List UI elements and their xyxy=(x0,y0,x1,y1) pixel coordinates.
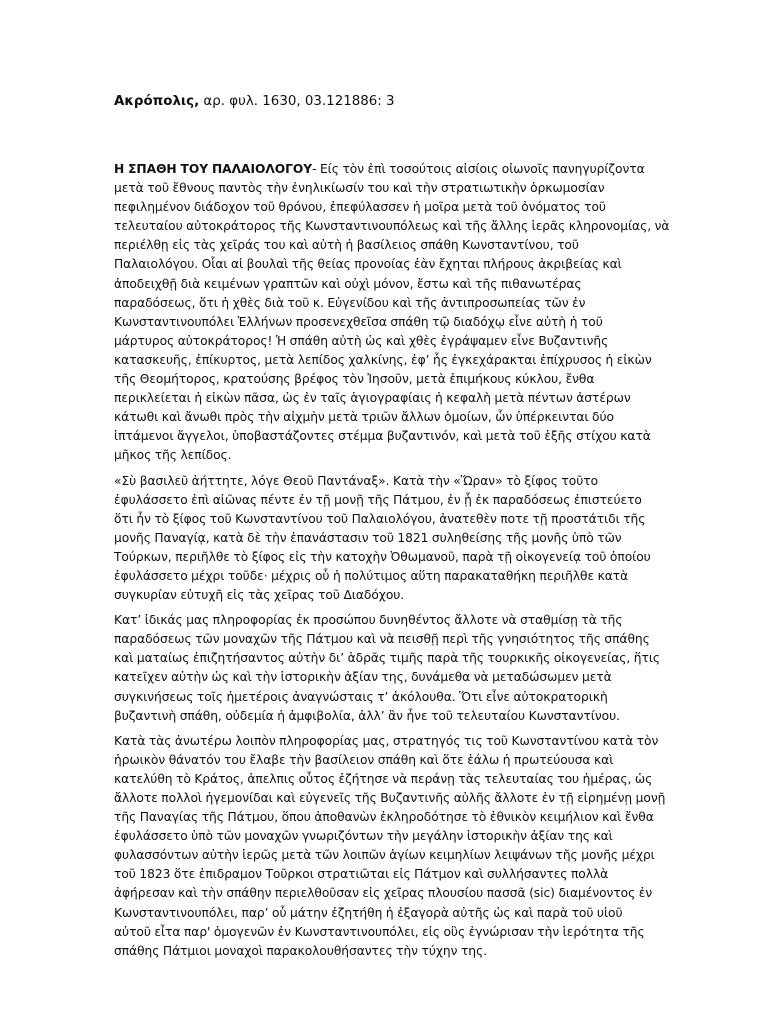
line-text: τελευταίου αὐτοκράτορος τῆς Κωνσταντινουπόλεως καὶ τῆς ἄλλης ἱερᾶς κληρονομίας, νὰ xyxy=(114,219,670,234)
text-line xyxy=(114,446,644,465)
line-text: μονῆς Παναγίᾳ, κατὰ δὲ τὴν ἐπανάστασιν τοῦ 1821 συληθείσης τῆς μονῆς ὑπὸ τῶν xyxy=(114,530,622,545)
line-text: ὅτι ἦν τὸ ξίφος τοῦ Κωνσταντίνου τοῦ Παλαιολόγου, ἀνατεθὲν ποτε τῇ προστάτιδι τῆς xyxy=(114,511,646,526)
text-line xyxy=(114,160,644,179)
text-line xyxy=(114,370,644,389)
line-text: σπάθης Πάτμιοι μοναχοὶ παρακολουθήσαντες τὴν τύχην της. xyxy=(114,943,487,958)
text-line xyxy=(114,586,644,605)
line-text: πεφιλημένον διάδοχον τοῦ θρόνου, ἐπεφύλασσεν ἡ μοῖρα μετὰ τοῦ ὀνόματος τοῦ xyxy=(114,200,606,215)
line-text: τῆς Θεομήτορος, κρατούσης βρέφος τὸν Ἰησοῦν, μετὰ ἐπιμήκους κύκλου, ἔνθα xyxy=(114,372,595,387)
article-body xyxy=(114,160,670,961)
text-line xyxy=(114,630,650,649)
citation-header xyxy=(114,92,644,112)
text-line xyxy=(114,332,644,351)
line-text: κατασκευῆς, ἐπίκυρτος, μετὰ λεπίδος χαλκίνης, ἐφ’ ἧς ἐγκεχάρακται ἐπίχρυσος ἡ εἰκὼν xyxy=(114,352,652,367)
text-line xyxy=(114,217,670,236)
line-text: - Είς τὸν ἐπὶ τοσούτοις αἰσίοις οἰωνοῖς πανηγυρίζοντα xyxy=(312,162,645,176)
line-text: συγκυρίαν εὐτυχῆ εἰς τὰς χεῖρας τοῦ Διαδόχου. xyxy=(114,588,405,603)
line-text: τῆς Παναγίας τῆς Πάτμου, ὅπου ἀποθανὼν ἐκληροδότησε τὸ ἐθνικὸν κειμήλιον καὶ ἔνθα xyxy=(114,810,654,825)
text-line xyxy=(114,649,661,668)
line-text: περιέλθῃ εἰς τὰς χεῖράς του καὶ αὐτὴ ἡ βασίλειος σπάθη Κωνσταντίνου, τοῦ xyxy=(114,238,579,253)
line-text: παραδόσεως, ὅτι ἡ χθὲς διὰ τοῦ κ. Εὐγενίδου καὶ τῆς ἀντιπροσωπείας τῶν ἐν xyxy=(114,295,586,310)
newspaper-title: Ακρόπολις, xyxy=(114,94,200,109)
article-paragraph xyxy=(114,160,670,466)
text-line xyxy=(114,351,652,370)
text-line xyxy=(114,275,644,294)
text-line xyxy=(114,751,644,770)
text-line xyxy=(114,668,644,687)
line-text: τοῦ 1823 ὅτε ἐπιδραμον Τοῦρκοι στρατιῶται εἰς Πάτμον καὶ συλλήσαντες πολλὰ xyxy=(114,867,609,882)
text-line xyxy=(114,491,644,510)
text-line xyxy=(114,770,653,789)
text-line xyxy=(114,827,644,846)
line-text: Κωνσταντινουπόλει, παρ’ οὗ μάτην ἐζητήθη ἡ ἐξαγορὰ αὐτῆς ὡς καὶ παρὰ τοῦ υἱοῦ xyxy=(114,905,623,920)
text-line xyxy=(114,313,644,332)
text-line xyxy=(114,529,644,548)
text-line xyxy=(114,389,644,408)
text-line xyxy=(114,884,653,903)
text-line xyxy=(114,294,644,313)
text-line xyxy=(114,808,654,827)
line-text: ἐφυλάσσετο ἐπὶ αἰῶνας πέντε ἐν τῇ μονῇ τῆς Πάτμου, ἐν ᾗ ἐκ παραδόσεως ἐπιστεύετο xyxy=(114,492,642,507)
text-line xyxy=(114,472,644,491)
line-text: Κατὰ τὰς ἀνωτέρω λοιπὸν πληροφορίας μας, στρατηγός τις τοῦ Κωνσταντίνου κατὰ τὸν xyxy=(114,733,659,748)
line-text: ἡρωικὸν θάνατόν του ἔλαβε τὴν βασίλειον σπάθη καὶ ὅτε ἑάλω ἡ πρωτεύουσα καὶ xyxy=(114,752,614,767)
article-paragraph xyxy=(114,611,661,726)
line-text: κατελύθη τὸ Κράτος, ἀπελπις οὗτος ἐζήτησε νὰ περάνῃ τὰς τελευταίας του ἡμέρας, ὡς xyxy=(114,771,653,786)
line-text: καὶ ματαίως ἐπιζητήσαντος αὐτὴν δι’ ἁδρᾶς τιμῆς παρὰ τῆς τουρκικῆς οἰκογενείας, ἥτις xyxy=(114,651,661,666)
text-line xyxy=(114,865,644,884)
document-page xyxy=(114,92,670,967)
text-line xyxy=(114,732,659,751)
line-text: ἀφήρεσαν καὶ τὴν σπάθην περιελθοῦσαν εἰς χεῖρας πλουσίου πασσᾶ (sic) διαμένοντος ἐν xyxy=(114,886,653,901)
line-text: κάτωθι καὶ ἄνωθι πρὸς τὴν αἰχμὴν μετὰ τριῶν ἄλλων ὁμοίων, ὧν ὑπέρκεινται δύο xyxy=(114,410,614,425)
text-line xyxy=(114,567,644,586)
line-text: Κατ’ ἰδικάς μας πληροφορίας ἐκ προσώπου δυνηθέντος ἄλλοτε νὰ σταθμίσῃ τὰ τῆς xyxy=(114,613,623,628)
text-line xyxy=(114,904,644,923)
line-text: κατεῖχεν αὐτὴν ὡς καὶ τὴν ἱστορικὴν ἀξίαν της, δυνάμεθα νὰ μεταδώσωμεν μετὰ xyxy=(114,670,612,685)
article-heading: Η ΣΠΑΘΗ ΤΟΥ ΠΑΛΑΙΟΛΟΓΟΥ xyxy=(114,162,313,176)
text-line xyxy=(114,198,644,217)
line-text: φυλασσόντων αὐτὴν ἱερῶς μετὰ τῶν λοιπῶν ἁγίων κειμηλίων λειψάνων τῆς μονῆς μέχρι xyxy=(114,848,655,863)
text-line xyxy=(114,707,644,726)
text-line xyxy=(114,611,644,630)
line-text: Τούρκων, περιῆλθε τὸ ξίφος εἰς τὴν κατοχὴν Ὀθωμανοῦ, παρὰ τῇ οἰκογενείᾳ τοῦ ὁποίου xyxy=(114,549,651,564)
line-text: μάρτυρος αὐτοκράτορος! Ἡ σπάθη αὐτὴ ὡς καὶ χθὲς ἐγράψαμεν εἶνε Βυζαντινῆς xyxy=(114,333,609,348)
text-line xyxy=(114,923,644,942)
text-line xyxy=(114,688,644,707)
article-paragraph xyxy=(114,732,666,961)
text-line xyxy=(114,427,651,446)
text-line xyxy=(114,236,644,255)
text-line xyxy=(114,179,644,198)
line-text: Παλαιολόγου. Οἷαι αἱ βουλαὶ τῆς θείας προνοίας ἐὰν ἔχηται πλήρους ἀκριβείας καὶ xyxy=(114,257,622,272)
text-line xyxy=(114,942,644,961)
article-paragraph xyxy=(114,472,651,606)
line-text: μετὰ τοῦ ἔθνους παντὸς τὴν ἐνηλικίωσίν του καὶ τὴν στρατιωτικὴν ὁρκωμοσίαν xyxy=(114,181,605,196)
line-text: περικλείεται ἡ εἰκὼν πᾶσα, ὡς ἐν ταῖς ἁγιογραφίαις ἡ κεφαλὴ μετὰ πέντων ἀστέρων xyxy=(114,391,631,406)
line-text: ἐφυλάσσετο ὑπὸ τῶν μοναχῶν γνωριζόντων τὴν μεγάλην ἱστορικὴν ἀξίαν της καὶ xyxy=(114,829,613,844)
line-text: συγκινήσεως τοῖς ἡμετέροις ἀναγνώσταις τ’ ἀκόλουθα. Ὅτι εἶνε αὐτοκρατορικὴ xyxy=(114,689,608,704)
line-text: μῆκος τῆς λεπίδος. xyxy=(114,448,232,463)
line-text: Κωνσταντινουπόλει Ἑλλήνων προσενεχθεῖσα σπάθη τῷ διαδόχῳ εἶνε αὐτὴ ἡ τοῦ xyxy=(114,314,603,329)
line-text: αὐτοῦ εἶτα παρ' ὁμογενῶν ἐν Κωνσταντινουπόλει, εἰς οὓς ἐγνώρισαν τὴν ἱερότητα τῆς xyxy=(114,924,645,939)
text-line xyxy=(114,255,644,274)
text-line xyxy=(114,789,666,808)
text-line xyxy=(114,408,644,427)
line-text: ἄλλοτε πολλοὶ ἡγεμονίδαι καὶ εὐγενεῖς τῆς Βυζαντινῆς αὐλῆς ἄλλοτε ἐν τῇ εἰρημένῃ μονῇ xyxy=(114,791,666,805)
line-text: παραδόσεως τῶν μοναχῶν τῆς Πάτμου καὶ νὰ πεισθῇ περὶ τῆς γνησιότητος τῆς σπάθης xyxy=(114,632,650,647)
line-text: ἐφυλάσσετο μέχρι τοῦδε· μέχρις οὗ ἡ πολύτιμος αὕτη παρακαταθήκη περιῆλθε κατὰ xyxy=(114,568,629,583)
line-text: «Σὺ βασιλεῦ ἀήττητε, λόγε Θεοῦ Παντάναξ». Κατὰ τὴν «Ὥραν» τὸ ξίφος τοῦτο xyxy=(114,473,599,488)
line-text: ἱπτάμενοι ἄγγελοι, ὑποβαστάζοντες στέμμα βυζαντινόν, καὶ μετὰ τοῦ ἑξῆς στίχου κατὰ xyxy=(114,429,651,444)
issue-reference: αρ. φυλ. 1630, 03.121886: 3 xyxy=(199,94,395,109)
text-line xyxy=(114,510,644,529)
text-line xyxy=(114,548,651,567)
line-text: βυζαντινὴ σπάθη, οὐδεμία ἡ ἀμφιβολία, ἀλλ’ ἂν ἦνε τοῦ τελευταίου Κωνσταντίνου. xyxy=(114,708,621,723)
line-text: ἀποδειχθῇ διὰ κειμένων γραπτῶν καὶ οὐχὶ μόνον, ἔστω καὶ τῆς πιθανωτέρας xyxy=(114,276,582,291)
text-line xyxy=(114,846,655,865)
